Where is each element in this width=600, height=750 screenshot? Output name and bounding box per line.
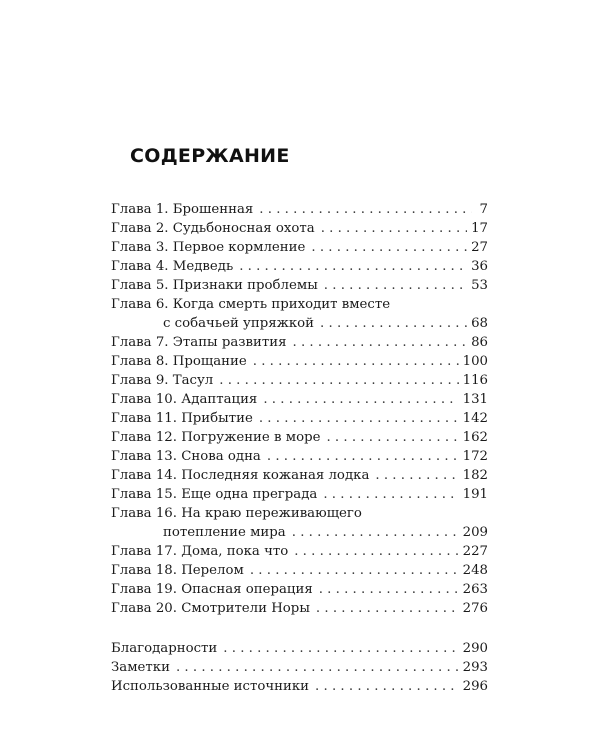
toc-entry-page: 227 xyxy=(462,544,488,559)
toc-entry-back-matter[interactable] xyxy=(111,658,488,677)
toc-entry-page: 276 xyxy=(462,601,488,616)
toc-entry[interactable] xyxy=(111,599,488,618)
dot-leader xyxy=(239,257,467,276)
toc-entry-title: Использованные источники xyxy=(111,679,310,694)
toc-entry[interactable] xyxy=(111,238,488,257)
dot-leader xyxy=(292,523,459,542)
dot-leader xyxy=(375,466,458,485)
toc-entry[interactable] xyxy=(111,219,488,238)
toc-entry[interactable] xyxy=(111,504,488,523)
toc-entry-title: Глава 19. Опасная операция xyxy=(111,582,313,597)
toc-entry-title: Благодарности xyxy=(111,641,218,656)
toc-entry-title: Заметки xyxy=(111,660,170,675)
toc-entry-title-continued: потепление мира xyxy=(163,525,286,540)
toc-entry-back-matter[interactable] xyxy=(111,677,488,696)
toc-entry[interactable] xyxy=(111,352,488,371)
dot-leader xyxy=(319,580,459,599)
toc-entry-page: 142 xyxy=(462,411,488,426)
toc-entry[interactable] xyxy=(111,485,488,504)
toc-entry[interactable] xyxy=(111,276,488,295)
toc-entry[interactable] xyxy=(111,257,488,276)
toc-entry-page: 263 xyxy=(462,582,488,597)
toc-entry-page: 116 xyxy=(462,373,488,388)
dot-leader xyxy=(323,485,458,504)
dot-leader xyxy=(321,219,467,238)
table-of-contents xyxy=(111,200,488,696)
toc-entry-page: 86 xyxy=(471,335,488,350)
toc-entry-title: Глава 6. Когда смерть приходит вместе xyxy=(111,297,391,312)
dot-leader xyxy=(219,371,458,390)
toc-entry-title: Глава 7. Этапы развития xyxy=(111,335,287,350)
toc-entry-title: Глава 5. Признаки проблемы xyxy=(111,278,318,293)
toc-entry-title: Глава 1. Брошенная xyxy=(111,202,254,217)
toc-entry-page: 296 xyxy=(462,679,488,694)
dot-leader xyxy=(293,333,468,352)
toc-entry[interactable] xyxy=(111,295,488,314)
dot-leader xyxy=(253,352,459,371)
toc-entry[interactable] xyxy=(111,371,488,390)
toc-entry-page: 248 xyxy=(462,563,488,578)
toc-entry[interactable] xyxy=(111,447,488,466)
toc-entry-title: Глава 14. Последняя кожаная лодка xyxy=(111,468,370,483)
toc-entry-page: 36 xyxy=(471,259,488,274)
dot-leader xyxy=(250,561,459,580)
dot-leader xyxy=(259,200,472,219)
page-title: СОДЕРЖАНИЕ xyxy=(130,145,290,167)
toc-entry-page: 17 xyxy=(471,221,488,236)
toc-entry-title: Глава 4. Медведь xyxy=(111,259,234,274)
dot-leader xyxy=(223,639,458,658)
toc-entry[interactable] xyxy=(111,466,488,485)
toc-entry[interactable] xyxy=(111,200,488,219)
toc-entry-back-matter[interactable] xyxy=(111,639,488,658)
toc-entry-page: 7 xyxy=(479,202,488,217)
toc-entry-title: Глава 18. Перелом xyxy=(111,563,244,578)
dot-leader xyxy=(267,447,459,466)
toc-entry[interactable] xyxy=(111,333,488,352)
toc-entry-title: Глава 2. Судьбоносная охота xyxy=(111,221,315,236)
toc-entry-title: Глава 10. Адаптация xyxy=(111,392,258,407)
dot-leader xyxy=(294,542,458,561)
toc-entry-title-continued: с собачьей упряжкой xyxy=(163,316,315,331)
toc-entry-title: Глава 17. Дома, пока что xyxy=(111,544,289,559)
toc-entry[interactable] xyxy=(111,409,488,428)
toc-entry-title: Глава 11. Прибытие xyxy=(111,411,253,426)
toc-entry[interactable] xyxy=(111,428,488,447)
dot-leader xyxy=(259,409,459,428)
section-spacer xyxy=(111,618,488,639)
toc-entry-page: 182 xyxy=(462,468,488,483)
toc-entry-title: Глава 12. Погружение в море xyxy=(111,430,321,445)
toc-entry-page: 53 xyxy=(471,278,488,293)
toc-entry-continuation[interactable] xyxy=(111,314,488,333)
dot-leader xyxy=(263,390,458,409)
dot-leader xyxy=(320,314,467,333)
toc-entry[interactable] xyxy=(111,561,488,580)
dot-leader xyxy=(324,276,467,295)
toc-entry-title: Глава 15. Еще одна преграда xyxy=(111,487,318,502)
toc-entry-title: Глава 9. Тасул xyxy=(111,373,214,388)
toc-entry-title: Глава 3. Первое кормление xyxy=(111,240,306,255)
toc-entry-page: 131 xyxy=(462,392,488,407)
toc-entry-page: 100 xyxy=(462,354,488,369)
toc-entry-page: 293 xyxy=(462,660,488,675)
toc-entry-page: 162 xyxy=(462,430,488,445)
dot-leader xyxy=(311,238,467,257)
toc-entry-page: 172 xyxy=(462,449,488,464)
toc-entry-title: Глава 13. Снова одна xyxy=(111,449,261,464)
toc-entry-title: Глава 20. Смотрители Норы xyxy=(111,601,310,616)
dot-leader xyxy=(176,658,459,677)
dot-leader xyxy=(315,677,459,696)
toc-entry-page: 290 xyxy=(462,641,488,656)
toc-entry-title: Глава 16. На краю переживающего xyxy=(111,506,362,521)
toc-entry[interactable] xyxy=(111,580,488,599)
toc-entry-continuation[interactable] xyxy=(111,523,488,542)
toc-entry-page: 191 xyxy=(462,487,488,502)
toc-entry-page: 209 xyxy=(462,525,488,540)
dot-leader xyxy=(316,599,459,618)
toc-entry[interactable] xyxy=(111,390,488,409)
toc-entry-title: Глава 8. Прощание xyxy=(111,354,247,369)
toc-entry[interactable] xyxy=(111,542,488,561)
toc-entry-page: 27 xyxy=(471,240,488,255)
dot-leader xyxy=(326,428,458,447)
toc-entry-page: 68 xyxy=(471,316,488,331)
